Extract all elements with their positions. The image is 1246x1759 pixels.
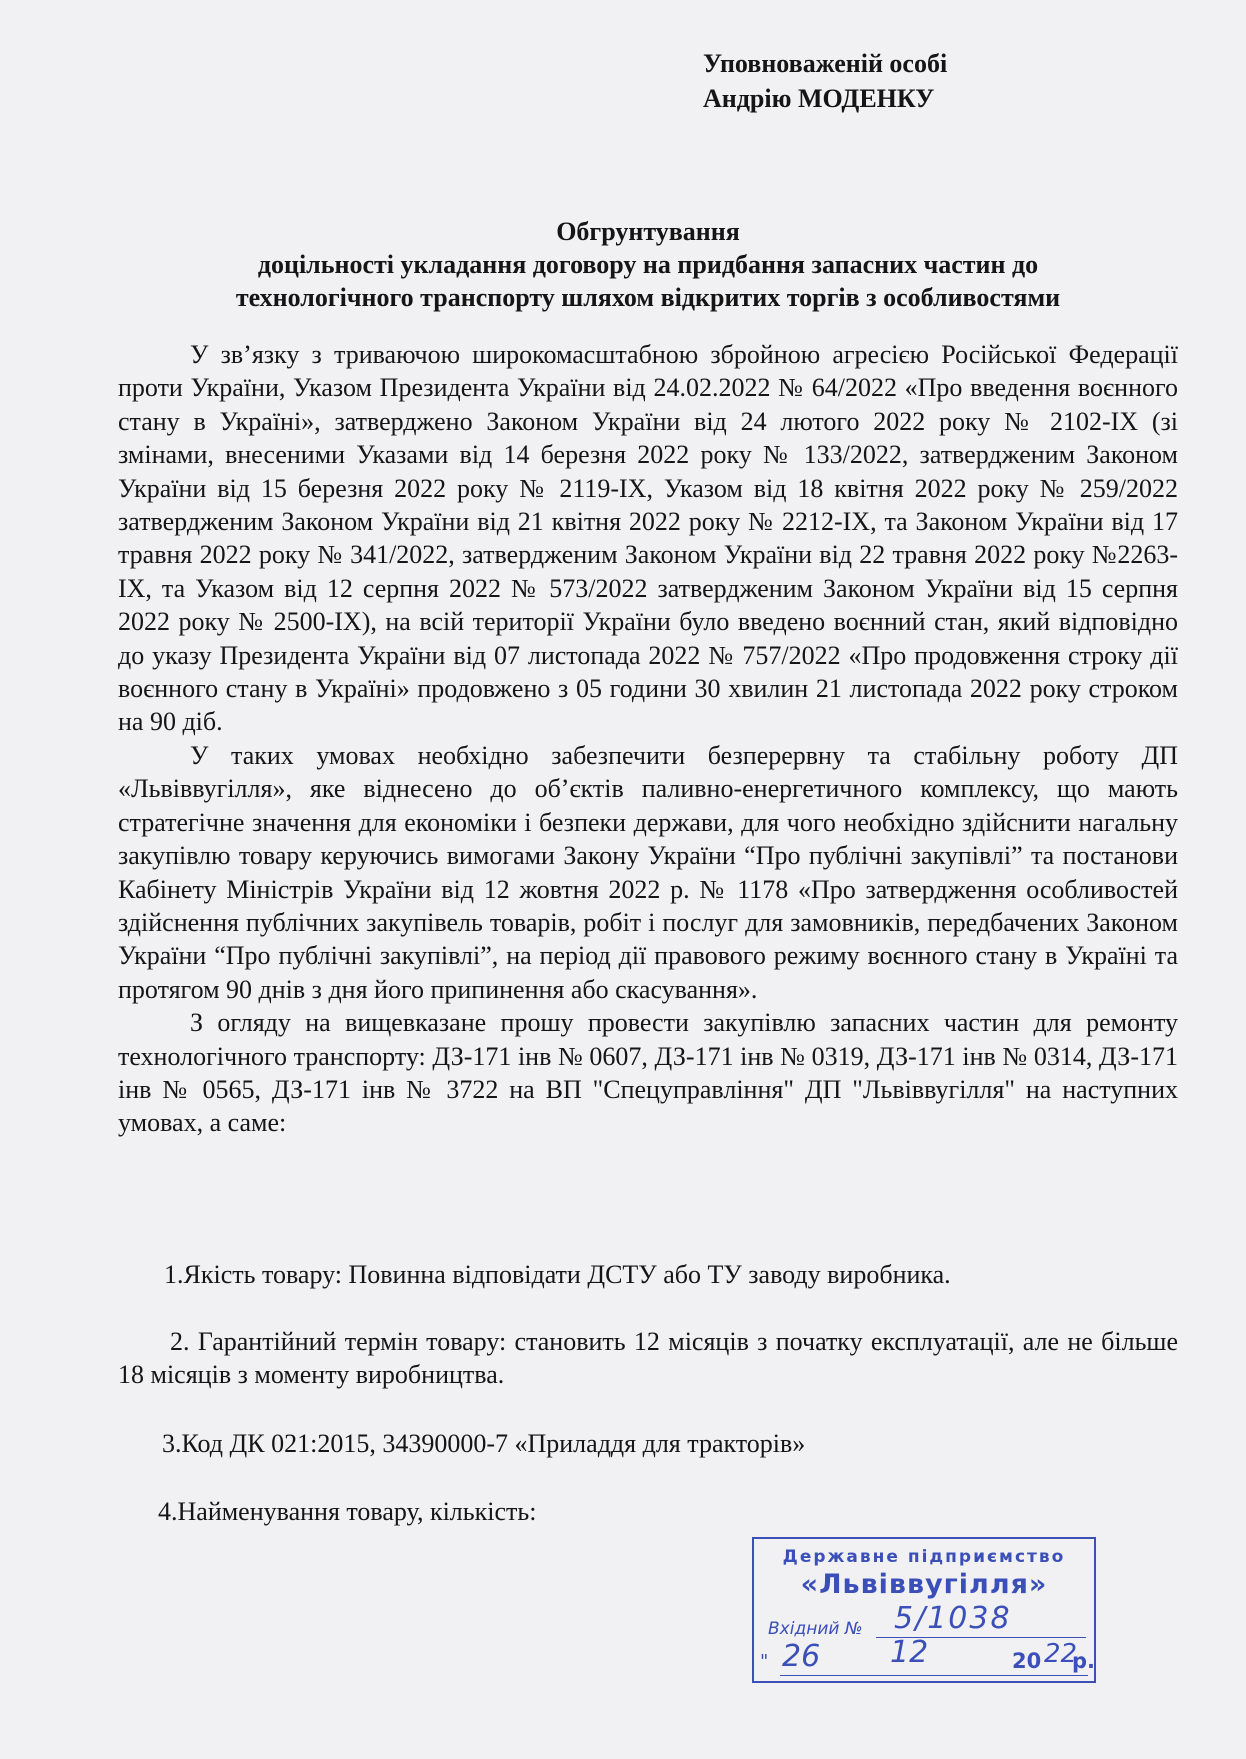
stamp-company-name: «Львіввугілля» <box>800 1569 1048 1600</box>
stamp-date-year-suffix: 22 <box>1044 1639 1078 1669</box>
condition-goods-list-text: 4.Найменування товару, кількість: <box>158 1497 537 1526</box>
document-body <box>118 338 1178 1140</box>
title-heading: Обгрунтування <box>556 217 740 246</box>
stamp-date-day: 26 <box>782 1639 821 1674</box>
condition-quality-text: 1.Якість товару: Повинна відповідати ДСТУ або ТУ заводу виробника. <box>164 1260 951 1289</box>
stamp-date-year-unit: р. <box>1072 1649 1096 1673</box>
title-subject-line2: технологічного транспорту шляхом відкритих торгів з особливостями <box>235 283 1061 312</box>
stamp-date-quote: " <box>760 1651 769 1672</box>
addressee-position: Уповноваженій особі <box>703 49 948 78</box>
stamp-incoming-number: 5/1038 <box>894 1601 1012 1636</box>
paragraph-martial-law: У зв’язку з триваючою широкомасштабною збройною агресією Російської Федерації проти України, Указом Президента України від 24.02.2022 № 64/2022 «Про введення воєнного стану в Україні», затверджено Законом України від 24 лютого 2022 року № 2102-IX (зі змінами, внесеними Указами від 14 березня 2022 року № 133/2022, затвердженим Законом України від 15 березня 2022 року № 2119-IX, Указом від 18 квітня 2022 року № 259/2022 затвердженим Законом України від 21 квітня 2022 року № 2212-IX, та Законом України від 17 травня 2022 року № 341/2022, затвердженим Законом України від 22 травня 2022 року №2263-IX, та Указом від 12 серпня 2022 № 573/2022 затвердженим Законом України від 15 серпня 2022 року № 2500-IX), на всій території України було введено воєнний стан, який відповідно до указу Президента України від 07 листопада 2022 № 757/2022 «Про продовження строку дії воєнного стану в Україні» продовжено з 05 години 30 хвилин 21 листопада 2022 року строком на 90 діб. <box>118 340 1178 737</box>
paragraph-procurement-request: З огляду на вищевказане прошу провести закупівлю запасних частин для ремонту технологічного транспорту: ДЗ-171 інв № 0607, ДЗ-171 інв № 0319, ДЗ-171 інв № 0314, ДЗ-171 інв № 0565, ДЗ-171 інв № 3722 на ВП "Спецуправління" ДП "Львіввугілля" на наступних умовах, а саме: <box>118 1008 1178 1138</box>
addressee-name: Андрію МОДЕНКУ <box>703 84 935 113</box>
condition-dk-code <box>118 1427 1178 1460</box>
stamp-date-year-prefix: 20 <box>1012 1649 1042 1673</box>
title-subject-line1: доцільності укладання договору на придбання запасних частин до <box>257 250 1039 279</box>
addressee-block <box>703 46 947 116</box>
condition-goods-list <box>118 1495 1178 1528</box>
stamp-organization: Державне підприємство <box>782 1547 1066 1567</box>
condition-warranty <box>118 1325 1178 1391</box>
condition-quality <box>118 1258 1178 1291</box>
stamp-date-divider <box>780 1675 1088 1676</box>
registration-stamp <box>752 1537 1096 1683</box>
stamp-incoming-label: Вхідний № <box>768 1619 863 1639</box>
paragraph-procurement-necessity: У таких умовах необхідно забезпечити безперервну та стабільну роботу ДП «Львіввугілля», яке віднесено до об’єктів паливно-енергетичного комплексу, що мають стратегічне значення для економіки і безпеки держави, для чого необхідно здійснити нагальну закупівлю товару керуючись вимогами Закону України “Про публічні закупівлі” та постанови Кабінету Міністрів України від 12 жовтня 2022 р. № 1178 «Про затвердження особливостей здійснення публічних закупівель товарів, робіт і послуг для замовників, передбачених Законом України “Про публічні закупівлі”, на період дії правового режиму воєнного стану в Україні та протягом 90 днів з дня його припинення або скасування». <box>118 740 1178 1004</box>
condition-warranty-text: 2. Гарантійний термін товару: становить 12 місяців з початку експлуатації, але не більше 18 місяців з моменту виробництва. <box>118 1327 1178 1389</box>
document-title <box>118 215 1178 314</box>
stamp-date-month: 12 <box>890 1635 929 1670</box>
condition-dk-code-text: 3.Код ДК 021:2015, 34390000-7 «Приладдя для тракторів» <box>162 1429 806 1458</box>
